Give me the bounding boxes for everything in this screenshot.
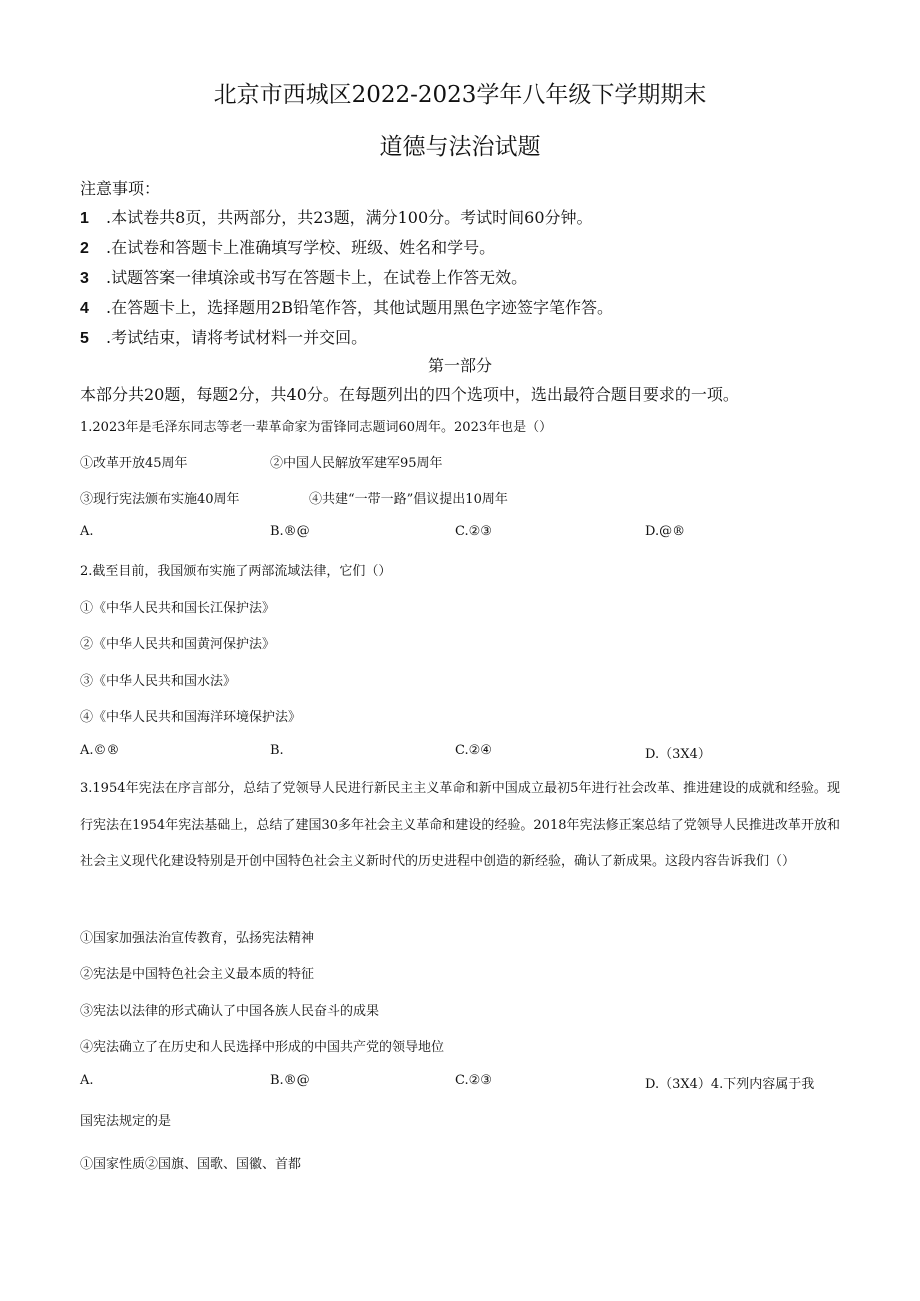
- question-stem: 3.1954年宪法在序言部分，总结了党领导人民进行新民主主义革命和新中国成立最初5年进行社会改革、推进建设的成就和经验。现行宪法在1954年宪法基础上，总结了建国30多年社会主义革命和建设的经验。2018年宪法修正案总结了党领导人民推进改革开放和社会主义现代化建设特别是开创中国特色社会主义新时代的历史进程中创造的新经验，确认了新成果。这段内容告诉我们（）: [80, 781, 840, 869]
- note-text: .本试卷共8页，共两部分，共23题，满分100分。考试时间60分钟。: [106, 208, 593, 227]
- note-item: [80, 265, 527, 288]
- option-b: B.®@: [270, 1073, 310, 1088]
- section-title: 第一部分: [427, 356, 492, 375]
- option-d: D.（3X4）4.下列内容属于我: [645, 1077, 815, 1092]
- question-item: ③宪法以法律的形式确认了中国各族人民奋斗的成果: [80, 1004, 380, 1019]
- question-item: ③现行宪法颁布实施40周年: [80, 492, 240, 507]
- option-b: B.: [270, 743, 284, 758]
- exam-title: 北京市西城区2022-2023学年八年级下学期期末: [213, 82, 707, 108]
- note-text: .在答题卡上，选择题用2B铅笔作答，其他试题用黑色字迹签字笔作答。: [106, 298, 614, 317]
- option-a: A.: [80, 1073, 94, 1088]
- note-number: 1: [80, 210, 89, 227]
- option-d: D.（3X4）: [645, 747, 711, 762]
- note-item: [80, 205, 593, 228]
- exam-subtitle: 道德与法治试题: [379, 134, 541, 160]
- question-item: ①国家加强法治宣传教育，弘扬宪法精神: [80, 931, 315, 946]
- note-number: 4: [80, 300, 89, 317]
- question-item: ④共建“一带一路”倡议提出10周年: [309, 492, 508, 507]
- question-item: ①《中华人民共和国长江保护法》: [80, 601, 276, 616]
- question-item: ①国家性质②国旗、国歌、国徽、首都: [80, 1157, 302, 1172]
- question-stem: 1.2023年是毛泽东同志等老一辈革命家为雷锋同志题词60周年。2023年也是（）: [80, 420, 553, 435]
- option-b: B.®@: [270, 524, 310, 539]
- option-c: C.②④: [455, 743, 492, 758]
- question-item: ②《中华人民共和国黄河保护法》: [80, 637, 276, 652]
- option-a: A.©®: [80, 743, 120, 758]
- question-stem-continuation: 国宪法规定的是: [80, 1114, 172, 1129]
- question-item: ③《中华人民共和国水法》: [80, 674, 237, 689]
- question-item: ②中国人民解放军建军95周年: [270, 456, 443, 471]
- question-item: ②宪法是中国特色社会主义最本质的特征: [80, 967, 315, 982]
- question-item: ④《中华人民共和国海洋环境保护法》: [80, 710, 302, 725]
- note-item: [80, 295, 613, 318]
- note-text: .在试卷和答题卡上准确填写学校、班级、姓名和学号。: [106, 238, 496, 257]
- note-item: [80, 235, 495, 258]
- question-item: ④宪法确立了在历史和人民选择中形成的中国共产党的领导地位: [80, 1040, 445, 1055]
- question-stem: 2.截至目前，我国颁布实施了两部流域法律，它们（）: [80, 564, 392, 579]
- note-text: .考试结束，请将考试材料一并交回。: [106, 328, 368, 347]
- note-number: 5: [80, 330, 89, 347]
- note-number: 2: [80, 240, 89, 257]
- option-c: C.②③: [455, 524, 492, 539]
- option-c: C.②③: [455, 1073, 492, 1088]
- option-a: A.: [80, 524, 94, 539]
- question-item: ①改革开放45周年: [80, 456, 188, 471]
- section-description: 本部分共20题，每题2分，共40分。在每题列出的四个选项中，选出最符合题目要求的一项。: [80, 385, 739, 404]
- note-number: 3: [80, 270, 89, 287]
- notes-heading: 注意事项：: [80, 179, 161, 198]
- note-item: [80, 325, 367, 348]
- option-d: D.@®: [645, 524, 686, 539]
- note-text: .试题答案一律填涂或书写在答题卡上，在试卷上作答无效。: [106, 268, 528, 287]
